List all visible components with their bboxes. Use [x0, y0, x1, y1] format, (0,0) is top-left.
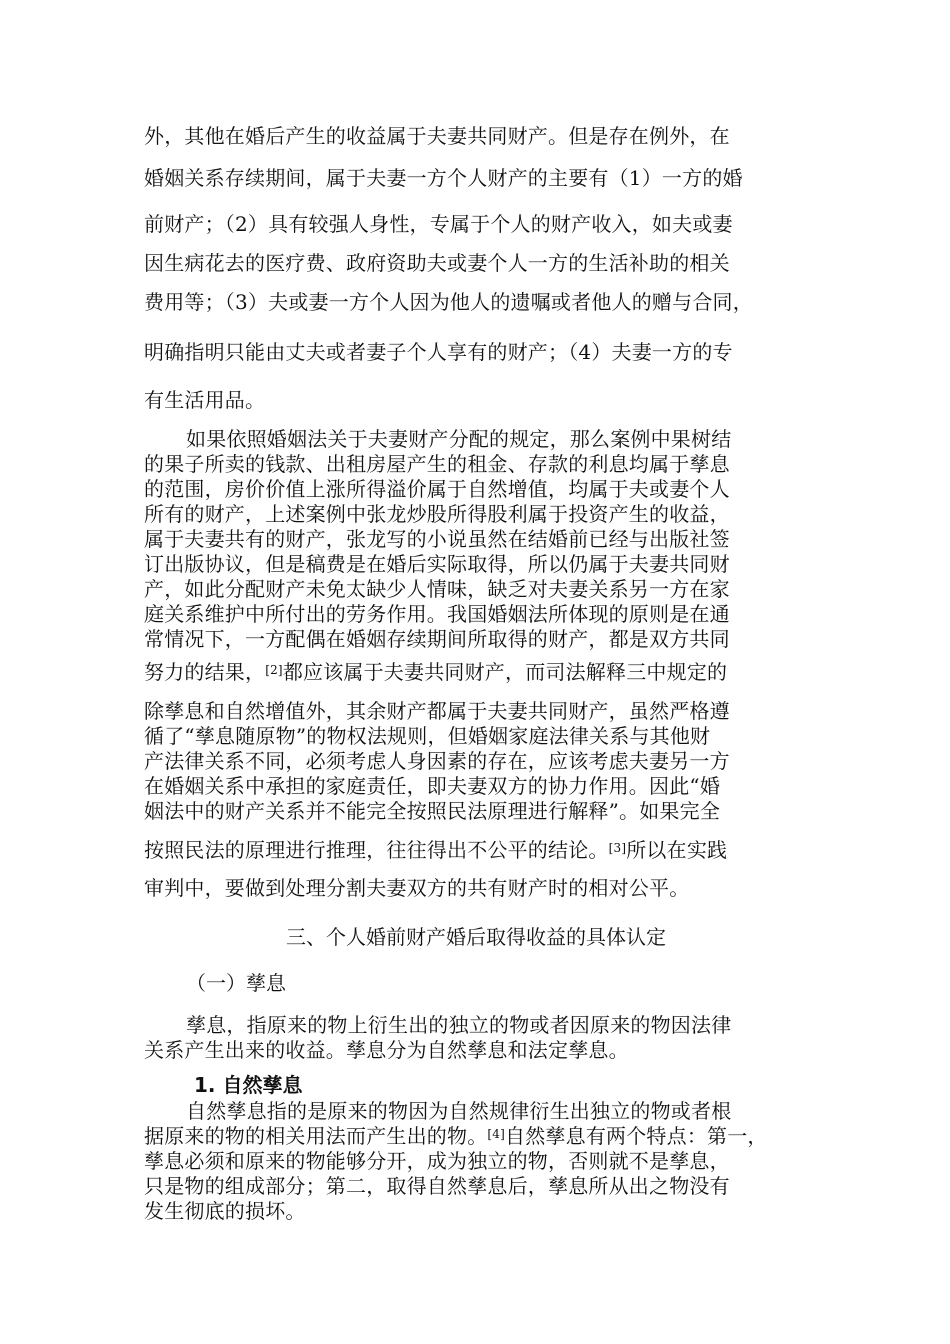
text-run: 所以在实践 — [626, 838, 728, 862]
paragraph-line: 循了“孳息随原物”的物权法规则，但婚姻家庭法律关系与其他财 — [144, 724, 711, 748]
paragraph-line: 发生彻底的损坏。 — [144, 1199, 306, 1223]
footnote-ref[interactable]: [3] — [608, 841, 627, 855]
sub-item-title: 1. 自然孳息 — [194, 1073, 303, 1097]
paragraph-line: 孳息，指原来的物上衍生出的独立的物或者因原来的物因法律 — [186, 1013, 732, 1037]
text-run: 努力的结果， — [144, 660, 266, 684]
paragraph-line: 如果依照婚姻法关于夫妻财产分配的规定，那么案例中果树结 — [186, 427, 732, 451]
paragraph-line: 产，如此分配财产未免太缺少人情味，缺乏对夫妻关系另一方在家 — [144, 577, 730, 601]
paragraph-line: 常情况下，一方配偶在婚姻存续期间所取得的财产，都是双方共同 — [144, 627, 730, 651]
footnote-ref[interactable]: [4] — [487, 1127, 506, 1141]
text-run: 都应该属于夫妻共同财产，而司法解释三中规定的 — [282, 660, 728, 684]
paragraph-line: 孳息必须和原来的物能够分开，成为独立的物，否则就不是孳息， — [144, 1149, 730, 1173]
paragraph-line: 审判中，要做到处理分割夫妻双方的共有财产时的相对公平。 — [144, 876, 690, 900]
subsection-title: （一）孳息 — [186, 971, 286, 995]
paragraph-line: 费用等；（3）夫或妻一方个人因为他人的遗嘱或者他人的赠与合同， — [144, 290, 753, 314]
text-run: 据原来的物的相关用法而产生出的物。 — [144, 1124, 488, 1148]
paragraph-line: 因生病花去的医疗费、政府资助夫或妻个人一方的生活补助的相关 — [144, 251, 730, 275]
paragraph-line-with-ref — [144, 837, 727, 863]
paragraph-line: 关系产生出来的收益。孳息分为自然孳息和法定孳息。 — [144, 1038, 629, 1062]
paragraph-line: 有生活用品。 — [144, 388, 266, 412]
paragraph-line: 除孳息和自然增值外，其余财产都属于夫妻共同财产，虽然严格遵 — [144, 699, 730, 723]
paragraph-line: 在婚姻关系中承担的家庭责任，即夫妻双方的协力作用。因此“婚 — [144, 774, 721, 798]
paragraph-line: 外，其他在婚后产生的收益属于夫妻共同财产。但是存在例外，在 — [144, 124, 730, 148]
paragraph-line-with-ref — [144, 659, 727, 685]
text-run: 自然孳息有两个特点：第一， — [505, 1124, 768, 1148]
paragraph-line: 所有的财产，上述案例中张龙炒股所得股利属于投资产生的收益， — [144, 502, 730, 526]
paragraph-line: 姻法中的财产关系并不能完全按照民法原理进行解释”。如果完全 — [144, 799, 721, 823]
paragraph-line: 产法律关系不同，必须考虑人身因素的存在，应该考虑夫妻另一方 — [144, 749, 730, 773]
paragraph-line: 婚姻关系存续期间，属于夫妻一方个人财产的主要有（1）一方的婚 — [144, 166, 743, 190]
paragraph-line: 订出版协议，但是稿费是在婚后实际取得，所以仍属于夫妻共同财 — [144, 552, 730, 576]
paragraph-line-with-ref — [144, 1123, 768, 1149]
paragraph-line: 只是物的组成部分；第二，取得自然孳息后，孳息所从出之物没有 — [144, 1174, 730, 1198]
paragraph-line: 前财产；（2）具有较强人身性，专属于个人的财产收入，如夫或妻 — [144, 212, 733, 236]
paragraph-line: 的果子所卖的钱款、出租房屋产生的租金、存款的利息均属于孳息 — [144, 452, 730, 476]
paragraph-line: 自然孳息指的是原来的物因为自然规律衍生出独立的物或者根 — [186, 1099, 732, 1123]
section-title: 三、个人婚前财产婚后取得收益的具体认定 — [286, 925, 666, 949]
paragraph-line: 的范围，房价价值上涨所得溢价属于自然增值，均属于夫或妻个人 — [144, 477, 730, 501]
footnote-ref[interactable]: [2] — [265, 663, 283, 677]
paragraph-line: 明确指明只能由丈夫或者妻子个人享有的财产；（4）夫妻一方的专 — [144, 340, 733, 364]
text-run: 按照民法的原理进行推理，往往得出不公平的结论。 — [144, 838, 609, 862]
paragraph-line: 庭关系维护中所付出的劳务作用。我国婚姻法所体现的原则是在通 — [144, 602, 730, 626]
paragraph-line: 属于夫妻共有的财产，张龙写的小说虽然在结婚前已经与出版社签 — [144, 527, 730, 551]
